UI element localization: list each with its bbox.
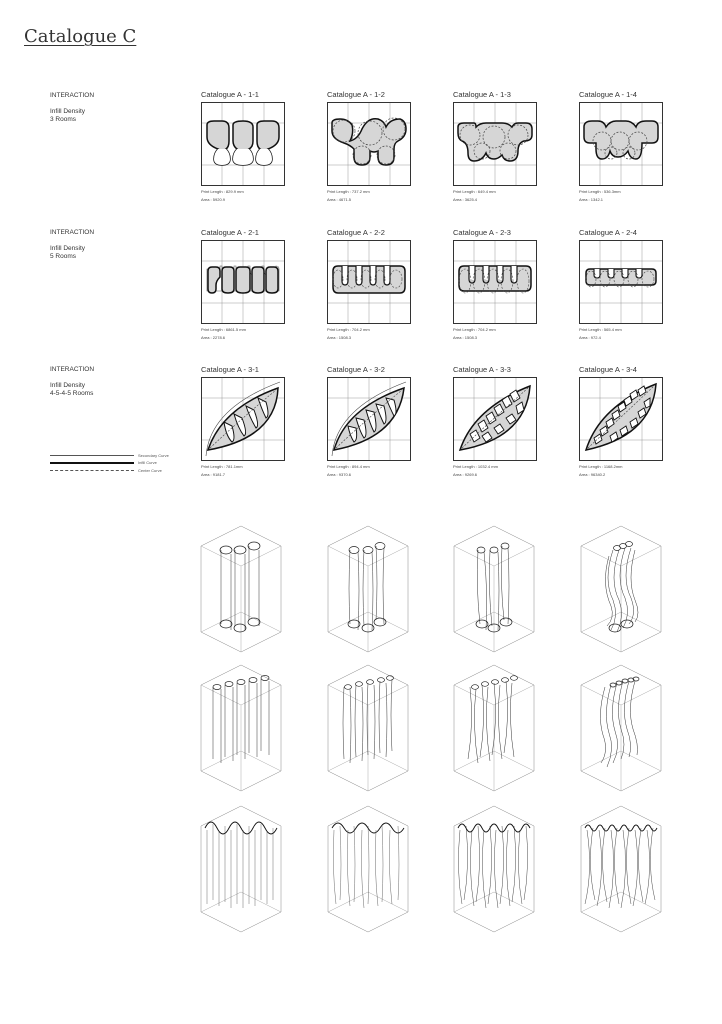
plan-diagram (579, 377, 663, 461)
iso-render-2-3 (446, 659, 542, 794)
catalogue-cell-1-1 (201, 90, 285, 202)
plan-diagram (327, 102, 411, 186)
cell-title: Catalogue A - 1-1 (201, 90, 259, 99)
center-curve-swatch (50, 470, 134, 471)
catalogue-cell-3-1 (201, 365, 285, 477)
print-length: Print Length : 829.9 mm (201, 189, 244, 194)
print-length: Print Length : 6861.5 mm (201, 327, 246, 332)
catalogue-cell-2-4 (579, 228, 663, 340)
catalogue-cell-1-2 (327, 90, 411, 202)
catalogue-cell-3-4 (579, 365, 663, 477)
plan-diagram (201, 102, 285, 186)
cell-title: Catalogue A - 2-2 (327, 228, 385, 237)
iso-render-1-2 (320, 520, 416, 655)
print-length: Print Length : 704.2 mm (327, 327, 370, 332)
legend-infill-label: Infill Curve (138, 460, 157, 465)
cell-title: Catalogue A - 3-3 (453, 365, 511, 374)
catalogue-cell-1-3 (453, 90, 537, 202)
plan-diagram (201, 377, 285, 461)
row-label-line1: Infill Density (50, 245, 86, 252)
curve-legend (50, 452, 195, 476)
cell-title: Catalogue A - 3-1 (201, 365, 259, 374)
row-label-line2: 3 Rooms (50, 116, 77, 123)
infill-curve-swatch (50, 462, 134, 464)
iso-render-3-2 (320, 800, 416, 935)
catalogue-cell-3-2 (327, 365, 411, 477)
area-value: Area : 4671.5 (327, 197, 352, 202)
row-label-head: INTERACTION (50, 92, 95, 99)
cell-title: Catalogue A - 1-2 (327, 90, 385, 99)
plan-diagram (579, 240, 663, 324)
print-length: Print Length : 781.1mm (201, 464, 243, 469)
print-length: Print Length : 1168.2mm (579, 464, 623, 469)
iso-render-2-1 (193, 659, 289, 794)
plan-diagram (327, 240, 411, 324)
row-label-line1: Infill Density (50, 108, 86, 115)
area-value: Area : 1342.1 (579, 197, 604, 202)
cell-title: Catalogue A - 2-1 (201, 228, 259, 237)
iso-render-3-1 (193, 800, 289, 935)
plan-diagram (453, 377, 537, 461)
row-label-1 (50, 92, 94, 124)
area-value: Area : 9269.6 (453, 472, 478, 477)
area-value: Area : 5920.9 (201, 197, 226, 202)
plan-diagram (327, 377, 411, 461)
area-value: Area : 96340.2 (579, 472, 606, 477)
cell-title: Catalogue A - 2-4 (579, 228, 637, 237)
secondary-curve-swatch (50, 455, 134, 456)
catalogue-cell-2-1 (201, 228, 285, 340)
area-value: Area : 9181.7 (201, 472, 226, 477)
iso-render-1-3 (446, 520, 542, 655)
legend-center-label: Center Curve (138, 468, 162, 473)
catalogue-cell-2-2 (327, 228, 411, 340)
cell-title: Catalogue A - 2-3 (453, 228, 511, 237)
catalogue-cell-3-3 (453, 365, 537, 477)
cell-title: Catalogue A - 3-2 (327, 365, 385, 374)
iso-render-2-4 (573, 659, 669, 794)
print-length: Print Length : 649.4 mm (453, 189, 496, 194)
page-title: Catalogue C (24, 26, 137, 47)
print-length: Print Length : 536.3mm (579, 189, 621, 194)
cell-title: Catalogue A - 3-4 (579, 365, 637, 374)
row-label-line1: Infill Density (50, 382, 86, 389)
print-length: Print Length : 1032.4 mm (453, 464, 498, 469)
row-label-2 (50, 229, 94, 261)
print-length: Print Length : 737.2 mm (327, 189, 370, 194)
row-label-line2: 5 Rooms (50, 253, 77, 260)
cell-title: Catalogue A - 1-3 (453, 90, 511, 99)
iso-render-2-2 (320, 659, 416, 794)
iso-render-3-3 (446, 800, 542, 935)
area-value: Area : 9370.6 (327, 472, 352, 477)
legend-secondary-label: Secondary Curve (138, 453, 169, 458)
row-label-head: INTERACTION (50, 366, 95, 373)
area-value: Area : 1508.3 (327, 335, 352, 340)
area-value: Area : 1508.3 (453, 335, 478, 340)
cell-title: Catalogue A - 1-4 (579, 90, 637, 99)
row-label-line2: 4-5-4-5 Rooms (50, 390, 94, 397)
plan-diagram (201, 240, 285, 324)
area-value: Area : 3625.4 (453, 197, 478, 202)
row-label-3 (50, 366, 94, 398)
catalogue-cell-2-3 (453, 228, 537, 340)
print-length: Print Length : 894.4 mm (327, 464, 370, 469)
iso-render-3-4 (573, 800, 669, 935)
area-value: Area : 2278.6 (201, 335, 226, 340)
plan-diagram (453, 240, 537, 324)
area-value: Area : 972.4 (579, 335, 601, 340)
plan-diagram (453, 102, 537, 186)
row-label-head: INTERACTION (50, 229, 95, 236)
plan-diagram (579, 102, 663, 186)
catalogue-cell-1-4 (579, 90, 663, 202)
iso-render-1-1 (193, 520, 289, 655)
iso-render-1-4 (573, 520, 669, 655)
print-length: Print Length : 565.4 mm (579, 327, 622, 332)
print-length: Print Length : 704.2 mm (453, 327, 496, 332)
